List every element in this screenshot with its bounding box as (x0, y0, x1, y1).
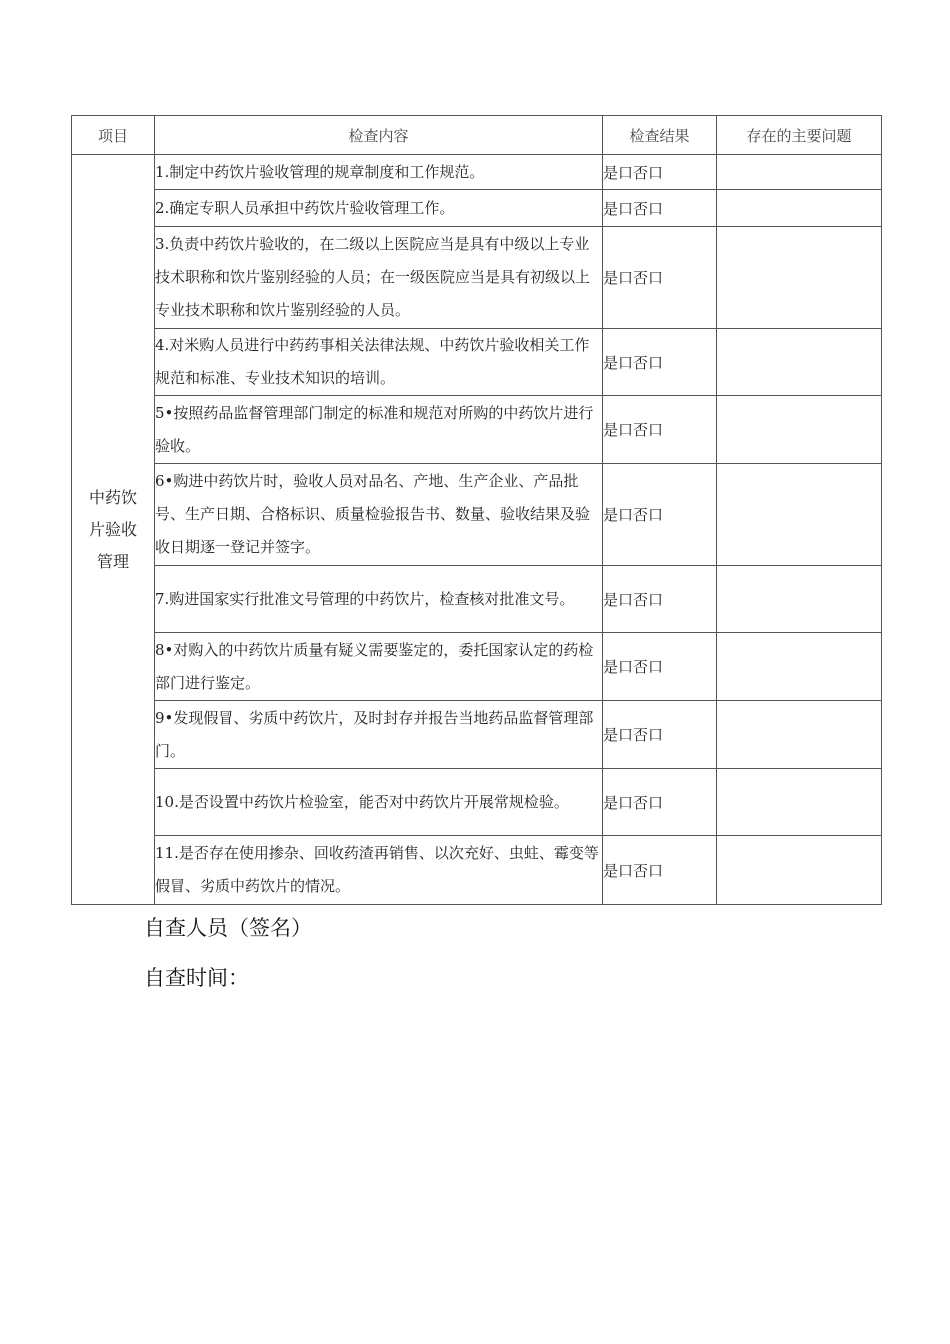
inspection-checklist-table (71, 115, 882, 905)
row-issue[interactable] (717, 396, 882, 464)
row-result[interactable]: 是口否口 (603, 633, 717, 701)
row-result[interactable]: 是口否口 (603, 190, 717, 227)
table-row (72, 566, 882, 633)
row-issue[interactable] (717, 464, 882, 566)
row-issue[interactable] (717, 633, 882, 701)
header-content: 检查内容 (155, 116, 603, 155)
row-content: 11.是否存在使用掺杂、回收药渣再销售、以次充好、虫蛀、霉变等假冒、劣质中药饮片的情况。 (155, 836, 603, 905)
row-result[interactable]: 是口否口 (603, 769, 717, 836)
table-row (72, 155, 882, 190)
row-content: 8•对购入的中药饮片质量有疑义需要鉴定的，委托国家认定的药检部门进行鉴定。 (155, 633, 603, 701)
table-row (72, 464, 882, 566)
row-issue[interactable] (717, 155, 882, 190)
row-result[interactable]: 是口否口 (603, 836, 717, 905)
table-row (72, 396, 882, 464)
row-result[interactable]: 是口否口 (603, 227, 717, 329)
date-label: 自查时间： (144, 966, 249, 990)
header-issues: 存在的主要问题 (717, 116, 882, 155)
row-issue[interactable] (717, 329, 882, 396)
row-issue[interactable] (717, 190, 882, 227)
row-issue[interactable] (717, 836, 882, 905)
row-result[interactable]: 是口否口 (603, 464, 717, 566)
row-issue[interactable] (717, 769, 882, 836)
row-content: 6•购进中药饮片时，验收人员对品名、产地、生产企业、产品批号、生产日期、合格标识、质量检验报告书、数量、验收结果及验收日期逐一登记并签字。 (155, 464, 603, 566)
section-label-line: 管理 (96, 551, 129, 571)
table-row (72, 190, 882, 227)
row-result[interactable]: 是口否口 (603, 329, 717, 396)
row-issue[interactable] (717, 227, 882, 329)
row-content: 9•发现假冒、劣质中药饮片，及时封存并报告当地药品监督管理部门。 (155, 701, 603, 769)
table-row (72, 701, 882, 769)
section-label-cell (72, 155, 155, 905)
row-content: 1.制定中药饮片验收管理的规章制度和工作规范。 (155, 155, 603, 190)
table-row (72, 769, 882, 836)
section-label-line: 中药饮 (88, 487, 137, 507)
table-row (72, 329, 882, 396)
row-issue[interactable] (717, 701, 882, 769)
row-content: 10.是否设置中药饮片检验室，能否对中药饮片开展常规检验。 (155, 769, 603, 836)
header-item: 项目 (72, 116, 155, 155)
row-issue[interactable] (717, 566, 882, 633)
header-result: 检查结果 (603, 116, 717, 155)
row-content: 7.购进国家实行批准文号管理的中药饮片，检查核对批准文号。 (155, 566, 603, 633)
row-content: 2.确定专职人员承担中药饮片验收管理工作。 (155, 190, 603, 227)
table-row (72, 227, 882, 329)
row-content: 4.对米购人员进行中药药事相关法律法规、中药饮片验收相关工作规范和标准、专业技术知识的培训。 (155, 329, 603, 396)
table-header-row (72, 116, 882, 155)
row-result[interactable]: 是口否口 (603, 155, 717, 190)
row-result[interactable]: 是口否口 (603, 701, 717, 769)
row-content: 5•按照药品监督管理部门制定的标准和规范对所购的中药饮片进行验收。 (155, 396, 603, 464)
table-row (72, 633, 882, 701)
row-result[interactable]: 是口否口 (603, 566, 717, 633)
table-row (72, 836, 882, 905)
row-result[interactable]: 是口否口 (603, 396, 717, 464)
signer-label: 自查人员（签名） (144, 916, 312, 940)
row-content: 3.负责中药饮片验收的，在二级以上医院应当是具有中级以上专业技术职称和饮片鉴别经验的人员；在一级医院应当是具有初级以上专业技术职称和饮片鉴别经验的人员。 (155, 227, 603, 329)
section-label-line: 片验收 (88, 519, 137, 539)
